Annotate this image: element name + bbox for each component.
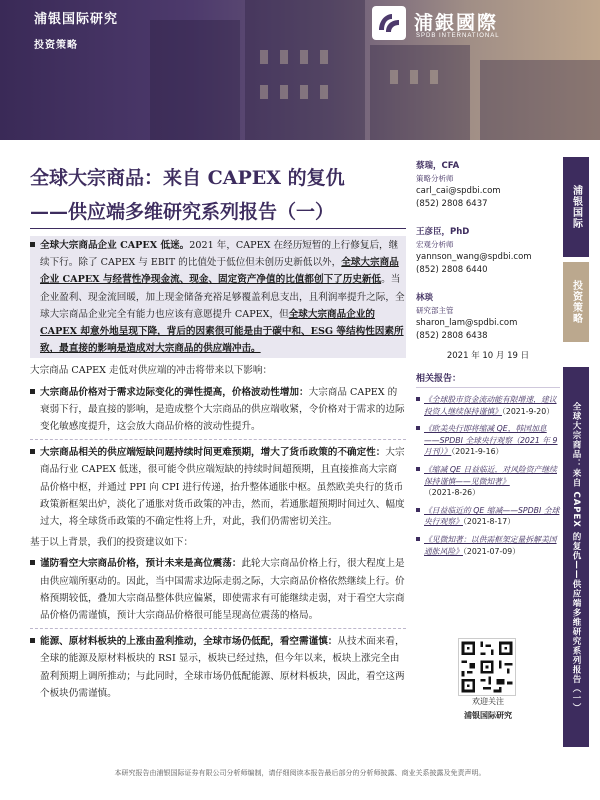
company-logo bbox=[372, 6, 592, 46]
author-email[interactable]: carl_cai@spdbi.com bbox=[416, 186, 501, 196]
author-role: 研究部主管 bbox=[416, 305, 454, 315]
footer-disclaimer: 本研究报告由浦银国际证券有限公司分析师编制，请仔细阅读本报告最后部分的分析师披露、商业关系披露及免责声明。 bbox=[114, 769, 486, 777]
side-tab-section bbox=[563, 262, 589, 342]
building-photo bbox=[370, 45, 470, 140]
related-report-link[interactable]: 《日益临近的 QE 缩减——SPDBI 全球央行观察》 bbox=[424, 505, 560, 527]
dashed-divider bbox=[30, 628, 406, 629]
building-photo bbox=[245, 0, 365, 140]
related-report-item[interactable] bbox=[416, 423, 560, 458]
summary-highlight bbox=[30, 236, 406, 358]
author-name: 蔡瑞，CFA bbox=[416, 161, 460, 171]
report-section: 投资策略 bbox=[34, 40, 78, 51]
author-phone: (852) 2808 6440 bbox=[416, 264, 488, 275]
author-card bbox=[416, 160, 560, 210]
bullet-sectors bbox=[30, 633, 406, 702]
related-report-date: （2021-9-16） bbox=[451, 447, 504, 457]
side-tab-brand bbox=[563, 157, 589, 257]
related-report-link[interactable]: 《欧美央行即将缩减 QE，韩国加息——SPDBI 全球央行观察（2021 年 9 月刊）》 bbox=[424, 424, 558, 457]
building-windows bbox=[260, 85, 268, 99]
building-windows bbox=[300, 50, 308, 64]
related-report-date: （2021-9-20） bbox=[501, 406, 555, 416]
bullet-lead: 全球大宗商品企业 CAPEX 低迷。 bbox=[40, 240, 190, 251]
related-report-item[interactable] bbox=[416, 464, 560, 499]
brand-name: 浦银国际研究 bbox=[34, 12, 119, 27]
spdbi-logo-icon bbox=[372, 6, 406, 40]
author-card bbox=[416, 292, 560, 342]
bullet-text: 大宗商品行业 CAPEX 低迷，很可能令供应端短缺的持续时间超预期，且直接推高大宗商品价格中枢，并通过 PPI 向 CPI 进行传递，抬升整体通胀中枢。虽然欧美央行的货币政策新框架出炉，淡化了通胀对货币政策的冲击，然而，若通胀超预期时间过久、幅度过大，将全球货币政策的不确定性将上升，对此，我们仍需密切关注。 bbox=[40, 447, 405, 528]
author-role: 宏观分析师 bbox=[416, 239, 454, 249]
side-tab-title bbox=[563, 367, 589, 747]
author-email[interactable]: yannson_wang@spdbi.com bbox=[416, 252, 532, 262]
header-banner bbox=[0, 0, 600, 140]
building-windows bbox=[320, 85, 328, 99]
bullet-lead: 谨防看空大宗商品价格，预计未来是高位震荡： bbox=[40, 558, 242, 570]
bullet-text: 。当企业盈利、现金流回暖，加上现金储备充裕足够覆盖利息支出，且利润率提升之际，全球大宗商品企业完全有能力也应该有意愿提升 CAPEX，但 bbox=[40, 274, 405, 320]
title-divider bbox=[30, 228, 406, 229]
related-reports-heading: 相关报告： bbox=[416, 373, 560, 389]
related-report-item[interactable] bbox=[416, 534, 560, 557]
related-report-item[interactable] bbox=[416, 394, 560, 417]
building-windows bbox=[320, 50, 328, 64]
bullet-emphasis: 全球大宗商品企业的 CAPEX 却意外地呈现下降，背后的因素很可能是由于碳中和、ESG 等结构性因素所致，最直接的影响是造成对大宗商品的供应端冲击。 bbox=[40, 308, 404, 355]
report-body bbox=[30, 236, 406, 702]
author-name: 林琰 bbox=[416, 293, 434, 303]
side-tab-label: 浦银国际 bbox=[570, 185, 582, 229]
qr-caption: 欢迎关注 bbox=[472, 697, 504, 706]
building-windows bbox=[280, 50, 288, 64]
building-windows bbox=[300, 85, 308, 99]
related-report-link[interactable]: 《见微知著：以供需框架定量拆解美国通胀风险》 bbox=[424, 534, 557, 556]
author-phone: (852) 2808 6437 bbox=[416, 198, 488, 209]
bullet-lead: 能源、原材料板块的上涨由盈利推动，全球市场仍低配，看空需谨慎： bbox=[40, 636, 338, 648]
dashed-divider bbox=[30, 439, 406, 440]
bullet-capex bbox=[30, 237, 406, 357]
building-windows bbox=[390, 70, 398, 84]
bullet-text: 2021 年，CAPEX 在经历短暂的上行修复后，继续下行。除了 CAPEX 与 EBIT 的比值处于低位但未创历史新低以外， bbox=[40, 240, 399, 269]
intro-text: 基于以上背景，我们的投资建议如下： bbox=[30, 537, 194, 549]
bullet-text: 大宗商品 CAPEX 的衰弱下行，最直接的影响，是造成整个大宗商品的供应端收紧，令价格对于需求的边际变化敏感度提升，这会放大商品价格的波动性提升。 bbox=[40, 386, 405, 433]
intro-text: 大宗商品 CAPEX 走低对供应端的冲击将带来以下影响： bbox=[30, 365, 273, 377]
bullet-lead: 大宗商品价格对于需求边际变化的弹性提高，价格波动性增加： bbox=[40, 386, 309, 398]
logo-text-en: SPDB INTERNATIONAL bbox=[416, 33, 500, 39]
qr-caption-brand: 浦银国际研究 bbox=[464, 711, 512, 720]
author-card bbox=[416, 226, 560, 276]
building-windows bbox=[280, 85, 288, 99]
building-windows bbox=[410, 70, 418, 84]
bullet-monetary-policy bbox=[30, 444, 406, 530]
building-photo bbox=[480, 60, 600, 140]
building-photo bbox=[150, 20, 240, 140]
related-report-item[interactable] bbox=[416, 505, 560, 528]
related-report-date: （2021-07-09） bbox=[462, 546, 520, 556]
bullet-text: 从技术面来看，全球的能源及原材料板块的 RSI 显示，板块已经过热，但今年以来，板块上涨完全由盈利预期上调所推动；与此同时，全球市场仍低配能源、原材料板块，因此，看空这两个板块仍需谨慎。 bbox=[40, 636, 405, 699]
related-report-link[interactable]: 《缩减 QE 日益临近，对风险资产继续保持谨慎——见微知著》 bbox=[424, 464, 557, 486]
bullet-emphasis: 全球大宗商品企业 CAPEX 与经营性净现金流、现金、固定资产净值的比值都创下了历史新低 bbox=[40, 257, 399, 286]
author-role: 策略分析师 bbox=[416, 173, 454, 183]
author-name: 王彦臣，PhD bbox=[416, 227, 470, 237]
report-subtitle: ——供应端多维研究系列报告（一） bbox=[30, 201, 335, 223]
building-windows bbox=[260, 50, 268, 64]
author-phone: (852) 2808 6438 bbox=[416, 330, 488, 341]
side-tab-label: 投资策略 bbox=[570, 280, 582, 324]
qr-code-icon[interactable] bbox=[458, 638, 516, 696]
bullet-price-outlook bbox=[30, 555, 406, 624]
bullet-volatility bbox=[30, 384, 406, 436]
related-report-link[interactable]: 《全球股市资金流动能有限增速，建议投资人继续保持谨慎》 bbox=[424, 395, 557, 416]
sidebar bbox=[416, 160, 560, 557]
author-email[interactable]: sharon_lam@spdbi.com bbox=[416, 318, 518, 328]
building-windows bbox=[430, 70, 438, 84]
logo-text-cn: 浦銀國際 bbox=[414, 12, 499, 34]
related-report-date: （2021-8-17） bbox=[462, 517, 516, 527]
related-report-date: （2021-8-26） bbox=[424, 488, 480, 498]
bullet-lead: 大宗商品相关的供应端短缺问题持续时间更难预期，增大了货币政策的不确定性： bbox=[40, 447, 386, 459]
report-title: 全球大宗商品：来自 CAPEX 的复仇 bbox=[30, 167, 345, 189]
side-tab-label: 全球大宗商品：来自 CAPEX 的复仇——供应端多维研究系列报告（一） bbox=[571, 401, 581, 713]
report-date: 2021 年 10 月 19 日 bbox=[446, 351, 530, 361]
bullet-text: 此轮大宗商品价格上行，很大程度上是由供应端所驱动的。因此，当中国需求边际走弱之际，大宗商品价格依然继续上行。价格预期较低，叠加大宗商品整体供应偏紧，即使需求有可能继续走弱，对于看空大宗商品价格仍需谨慎，预计大宗商品价格很可能呈现高位震荡的格局。 bbox=[40, 558, 405, 622]
